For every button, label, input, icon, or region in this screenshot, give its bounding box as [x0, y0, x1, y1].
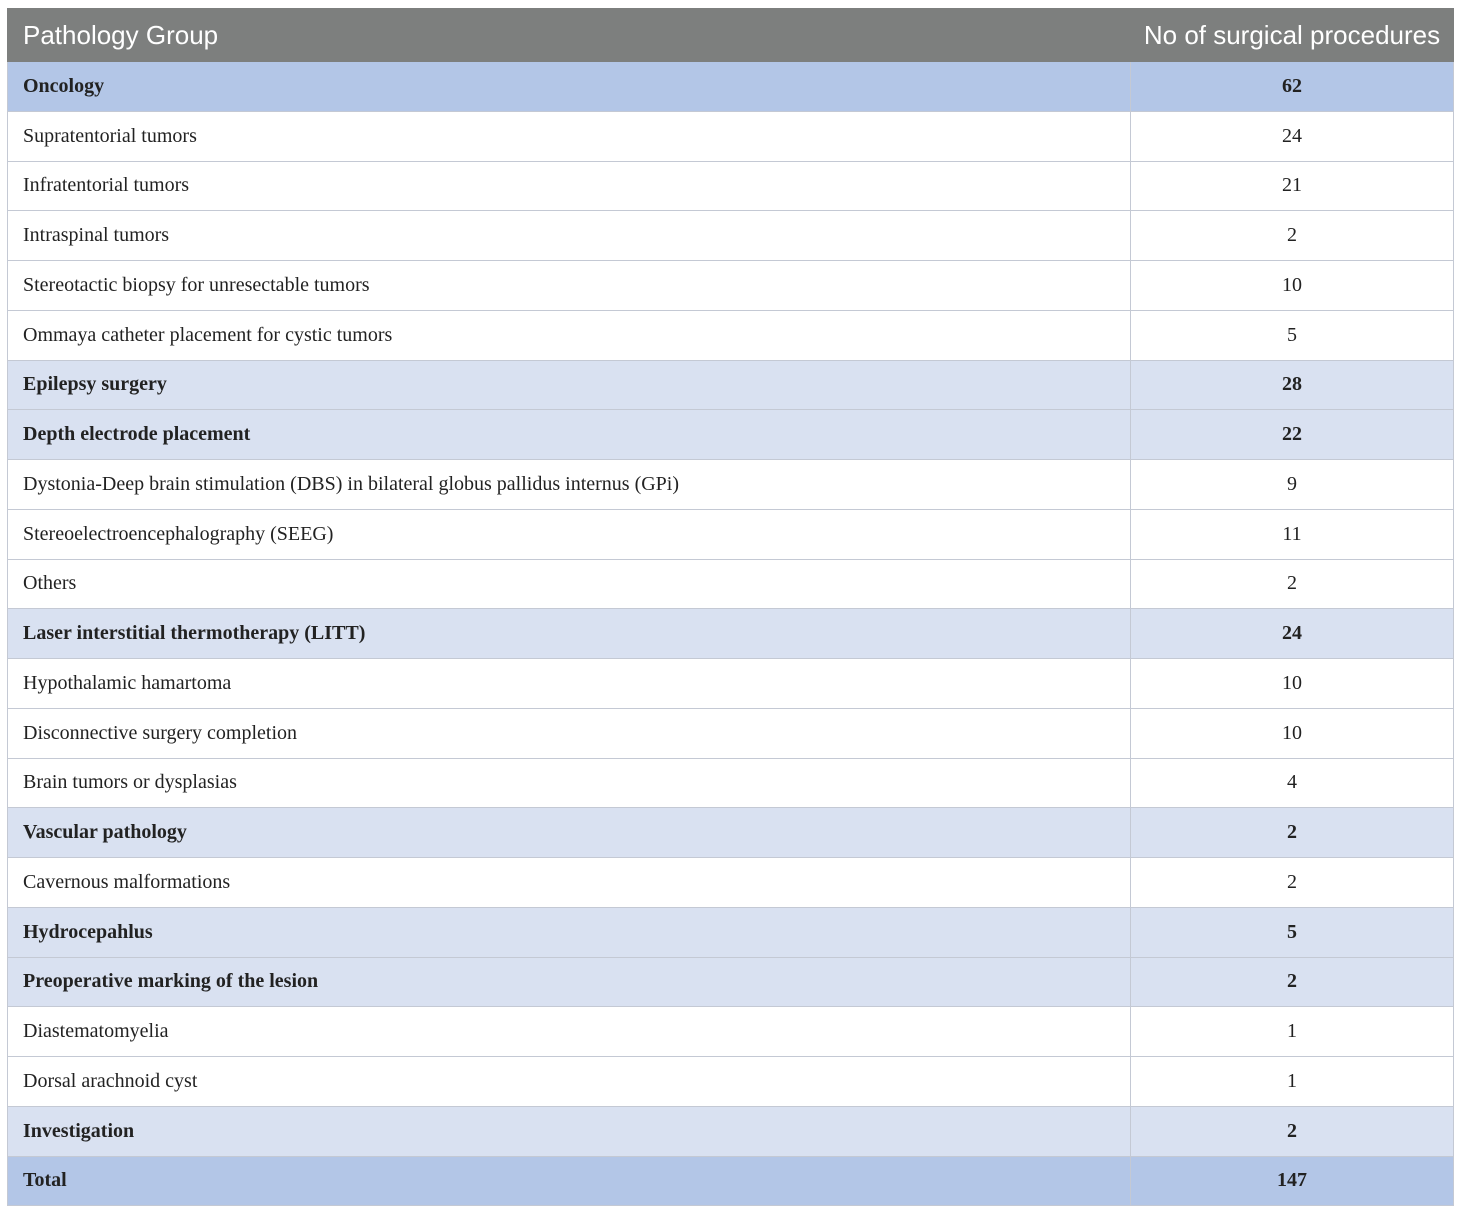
row-value: 24 [1131, 111, 1454, 161]
table-row [8, 758, 1454, 808]
row-value: 2 [1131, 957, 1454, 1007]
row-label: Infratentorial tumors [8, 161, 1131, 211]
row-value: 10 [1131, 708, 1454, 758]
row-value: 5 [1131, 310, 1454, 360]
row-value: 10 [1131, 659, 1454, 709]
row-value: 1 [1131, 1007, 1454, 1057]
row-label: Hydrocepahlus [8, 907, 1131, 957]
row-label: Cavernous malformations [8, 858, 1131, 908]
row-label: Supratentorial tumors [8, 111, 1131, 161]
row-value: 2 [1131, 1106, 1454, 1156]
row-label: Ommaya catheter placement for cystic tumors [8, 310, 1131, 360]
table-row [8, 410, 1454, 460]
total-row [8, 1156, 1454, 1206]
row-value: 22 [1131, 410, 1454, 460]
total-value: 147 [1131, 1156, 1454, 1206]
table-row [8, 957, 1454, 1007]
row-label: Laser interstitial thermotherapy (LITT) [8, 609, 1131, 659]
table-row [8, 1106, 1454, 1156]
table-row [8, 609, 1454, 659]
table-body [8, 62, 1454, 1206]
table-row [8, 360, 1454, 410]
table-row [8, 161, 1454, 211]
row-value: 21 [1131, 161, 1454, 211]
table-row [8, 509, 1454, 559]
row-value: 2 [1131, 808, 1454, 858]
column-header-pathology-group: Pathology Group [8, 9, 1131, 62]
table-row [8, 62, 1454, 112]
table-row [8, 261, 1454, 311]
table-row [8, 1007, 1454, 1057]
row-value: 11 [1131, 509, 1454, 559]
table-row [8, 708, 1454, 758]
procedures-table-container [7, 8, 1453, 1206]
table-row [8, 659, 1454, 709]
row-value: 62 [1131, 62, 1454, 112]
row-value: 2 [1131, 559, 1454, 609]
row-label: Intraspinal tumors [8, 211, 1131, 261]
row-label: Investigation [8, 1106, 1131, 1156]
row-value: 24 [1131, 609, 1454, 659]
table-row [8, 460, 1454, 510]
row-label: Stereoelectroencephalography (SEEG) [8, 509, 1131, 559]
row-label: Oncology [8, 62, 1131, 112]
row-label: Dorsal arachnoid cyst [8, 1057, 1131, 1107]
row-label: Epilepsy surgery [8, 360, 1131, 410]
row-label: Diastematomyelia [8, 1007, 1131, 1057]
row-label: Dystonia-Deep brain stimulation (DBS) in bilateral globus pallidus internus (GPi) [8, 460, 1131, 510]
row-value: 5 [1131, 907, 1454, 957]
row-value: 2 [1131, 211, 1454, 261]
row-label: Disconnective surgery completion [8, 708, 1131, 758]
row-value: 1 [1131, 1057, 1454, 1107]
row-value: 28 [1131, 360, 1454, 410]
table-row [8, 111, 1454, 161]
table-row [8, 858, 1454, 908]
table-row [8, 808, 1454, 858]
row-label: Vascular pathology [8, 808, 1131, 858]
row-label: Others [8, 559, 1131, 609]
row-value: 9 [1131, 460, 1454, 510]
row-label: Depth electrode placement [8, 410, 1131, 460]
table-header [8, 9, 1454, 62]
procedures-table [7, 8, 1454, 1206]
row-value: 2 [1131, 858, 1454, 908]
table-row [8, 1057, 1454, 1107]
header-row [8, 9, 1454, 62]
row-label: Brain tumors or dysplasias [8, 758, 1131, 808]
row-label: Preoperative marking of the lesion [8, 957, 1131, 1007]
total-label: Total [8, 1156, 1131, 1206]
row-value: 4 [1131, 758, 1454, 808]
row-value: 10 [1131, 261, 1454, 311]
column-header-procedure-count: No of surgical procedures [1131, 9, 1454, 62]
table-row [8, 211, 1454, 261]
table-row [8, 559, 1454, 609]
table-row [8, 907, 1454, 957]
row-label: Stereotactic biopsy for unresectable tumors [8, 261, 1131, 311]
row-label: Hypothalamic hamartoma [8, 659, 1131, 709]
table-row [8, 310, 1454, 360]
